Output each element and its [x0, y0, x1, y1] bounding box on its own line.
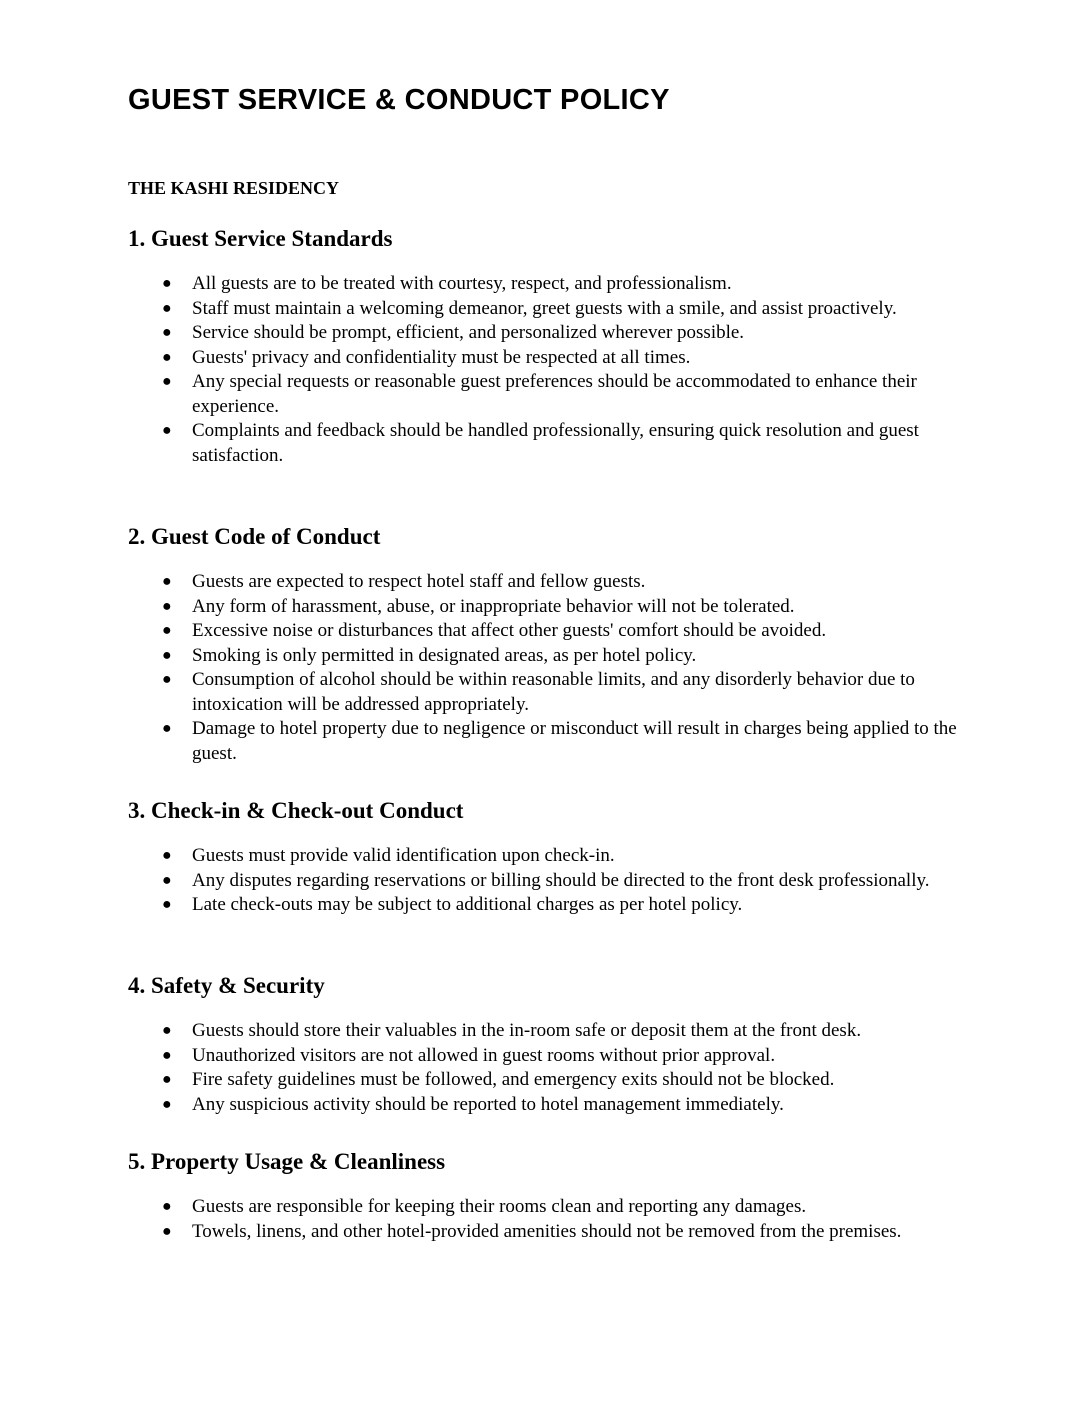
organization-name: THE KASHI RESIDENCY — [128, 178, 340, 198]
list-item — [128, 1093, 982, 1118]
list-item — [128, 1195, 982, 1220]
list-item-text: Staff must maintain a welcoming demeanor, greet guests with a smile, and assist proactively. — [192, 297, 897, 319]
list-item — [128, 1068, 982, 1093]
bullet-icon: ● — [162, 871, 172, 889]
list-item-text: Unauthorized visitors are not allowed in guest rooms without prior approval. — [192, 1044, 776, 1066]
list-item — [128, 1220, 982, 1245]
bullet-icon: ● — [162, 646, 172, 664]
section-heading: 5. Property Usage & Cleanliness — [128, 1149, 446, 1174]
bullet-list — [128, 272, 978, 468]
bullet-icon: ● — [162, 573, 172, 590]
section-guest-code-of-conduct — [128, 522, 978, 766]
list-item — [128, 619, 982, 644]
list-item — [128, 844, 982, 869]
bullet-icon: ● — [162, 1198, 172, 1215]
list-item-text: Damage to hotel property due to negligence or misconduct will result in charges being applied to the guest. — [192, 718, 957, 764]
bullet-list — [128, 1019, 978, 1117]
bullet-icon: ● — [162, 299, 172, 317]
bullet-icon: ● — [162, 720, 172, 737]
list-item-text: Towels, linens, and other hotel-provided amenities should not be removed from the premises. — [192, 1220, 902, 1242]
section-check-in-check-out-conduct — [128, 796, 978, 918]
list-item — [128, 644, 982, 669]
section-guest-service-standards — [128, 224, 978, 468]
list-item — [128, 1044, 982, 1069]
section-heading: 2. Guest Code of Conduct — [128, 524, 381, 549]
bullet-icon: ● — [162, 1022, 172, 1039]
list-item — [128, 570, 982, 595]
list-item — [128, 370, 982, 419]
list-item-text: Any disputes regarding reservations or billing should be directed to the front desk professionally. — [192, 869, 930, 891]
bullet-icon: ● — [162, 896, 172, 913]
list-item-text: Smoking is only permitted in designated areas, as per hotel policy. — [192, 644, 697, 666]
list-item-text: Late check-outs may be subject to additional charges as per hotel policy. — [192, 894, 743, 915]
list-item-text: Complaints and feedback should be handled professionally, ensuring quick resolution and guest satisfaction. — [192, 420, 919, 466]
list-item-text: Guests' privacy and confidentiality must be respected at all times. — [192, 346, 691, 368]
list-item-text: All guests are to be treated with courtesy, respect, and professionalism. — [192, 273, 732, 294]
list-item-text: Any special requests or reasonable guest preferences should be accommodated to enhance their experience. — [192, 371, 917, 417]
bullet-icon: ● — [162, 275, 172, 292]
list-item — [128, 419, 982, 468]
bullet-icon: ● — [162, 1071, 172, 1088]
list-item-text: Any suspicious activity should be reported to hotel management immediately. — [192, 1093, 784, 1115]
bullet-icon: ● — [162, 1095, 172, 1113]
bullet-list — [128, 570, 978, 766]
list-item-text: Excessive noise or disturbances that affect other guests' comfort should be avoided. — [192, 620, 827, 641]
list-item-text: Service should be prompt, efficient, and personalized wherever possible. — [192, 322, 745, 343]
list-item-text: Fire safety guidelines must be followed, and emergency exits should not be blocked. — [192, 1069, 835, 1090]
bullet-icon: ● — [162, 348, 172, 366]
bullet-list — [128, 844, 978, 918]
section-heading: 3. Check-in & Check-out Conduct — [128, 798, 464, 823]
bullet-icon: ● — [162, 1046, 172, 1064]
document-title: GUEST SERVICE & CONDUCT POLICY — [128, 84, 670, 116]
list-item — [128, 346, 982, 371]
list-item — [128, 1019, 982, 1044]
list-item-text: Guests must provide valid identification upon check-in. — [192, 845, 615, 866]
section-heading: 1. Guest Service Standards — [128, 226, 393, 251]
section-property-usage-cleanliness — [128, 1147, 978, 1244]
section-heading: 4. Safety & Security — [128, 973, 325, 998]
bullet-icon: ● — [162, 671, 172, 688]
list-item — [128, 893, 982, 918]
bullet-icon: ● — [162, 324, 172, 341]
bullet-list — [128, 1195, 978, 1244]
bullet-icon: ● — [162, 422, 172, 439]
list-item — [128, 321, 982, 346]
section-safety-security — [128, 971, 978, 1117]
list-item — [128, 668, 982, 717]
list-item-text: Guests are responsible for keeping their rooms clean and reporting any damages. — [192, 1196, 807, 1217]
bullet-icon: ● — [162, 373, 172, 390]
list-item-text: Any form of harassment, abuse, or inappropriate behavior will not be tolerated. — [192, 595, 795, 617]
list-item — [128, 717, 982, 766]
list-item-text: Consumption of alcohol should be within reasonable limits, and any disorderly behavior due to intoxication will be addressed appropriately. — [192, 669, 915, 715]
list-item — [128, 297, 982, 322]
list-item — [128, 595, 982, 620]
list-item-text: Guests are expected to respect hotel staff and fellow guests. — [192, 571, 646, 592]
bullet-icon: ● — [162, 1222, 172, 1240]
bullet-icon: ● — [162, 847, 172, 864]
bullet-icon: ● — [162, 597, 172, 615]
list-item — [128, 869, 982, 894]
list-item-text: Guests should store their valuables in the in-room safe or deposit them at the front desk. — [192, 1020, 862, 1041]
list-item — [128, 272, 982, 297]
bullet-icon: ● — [162, 622, 172, 639]
